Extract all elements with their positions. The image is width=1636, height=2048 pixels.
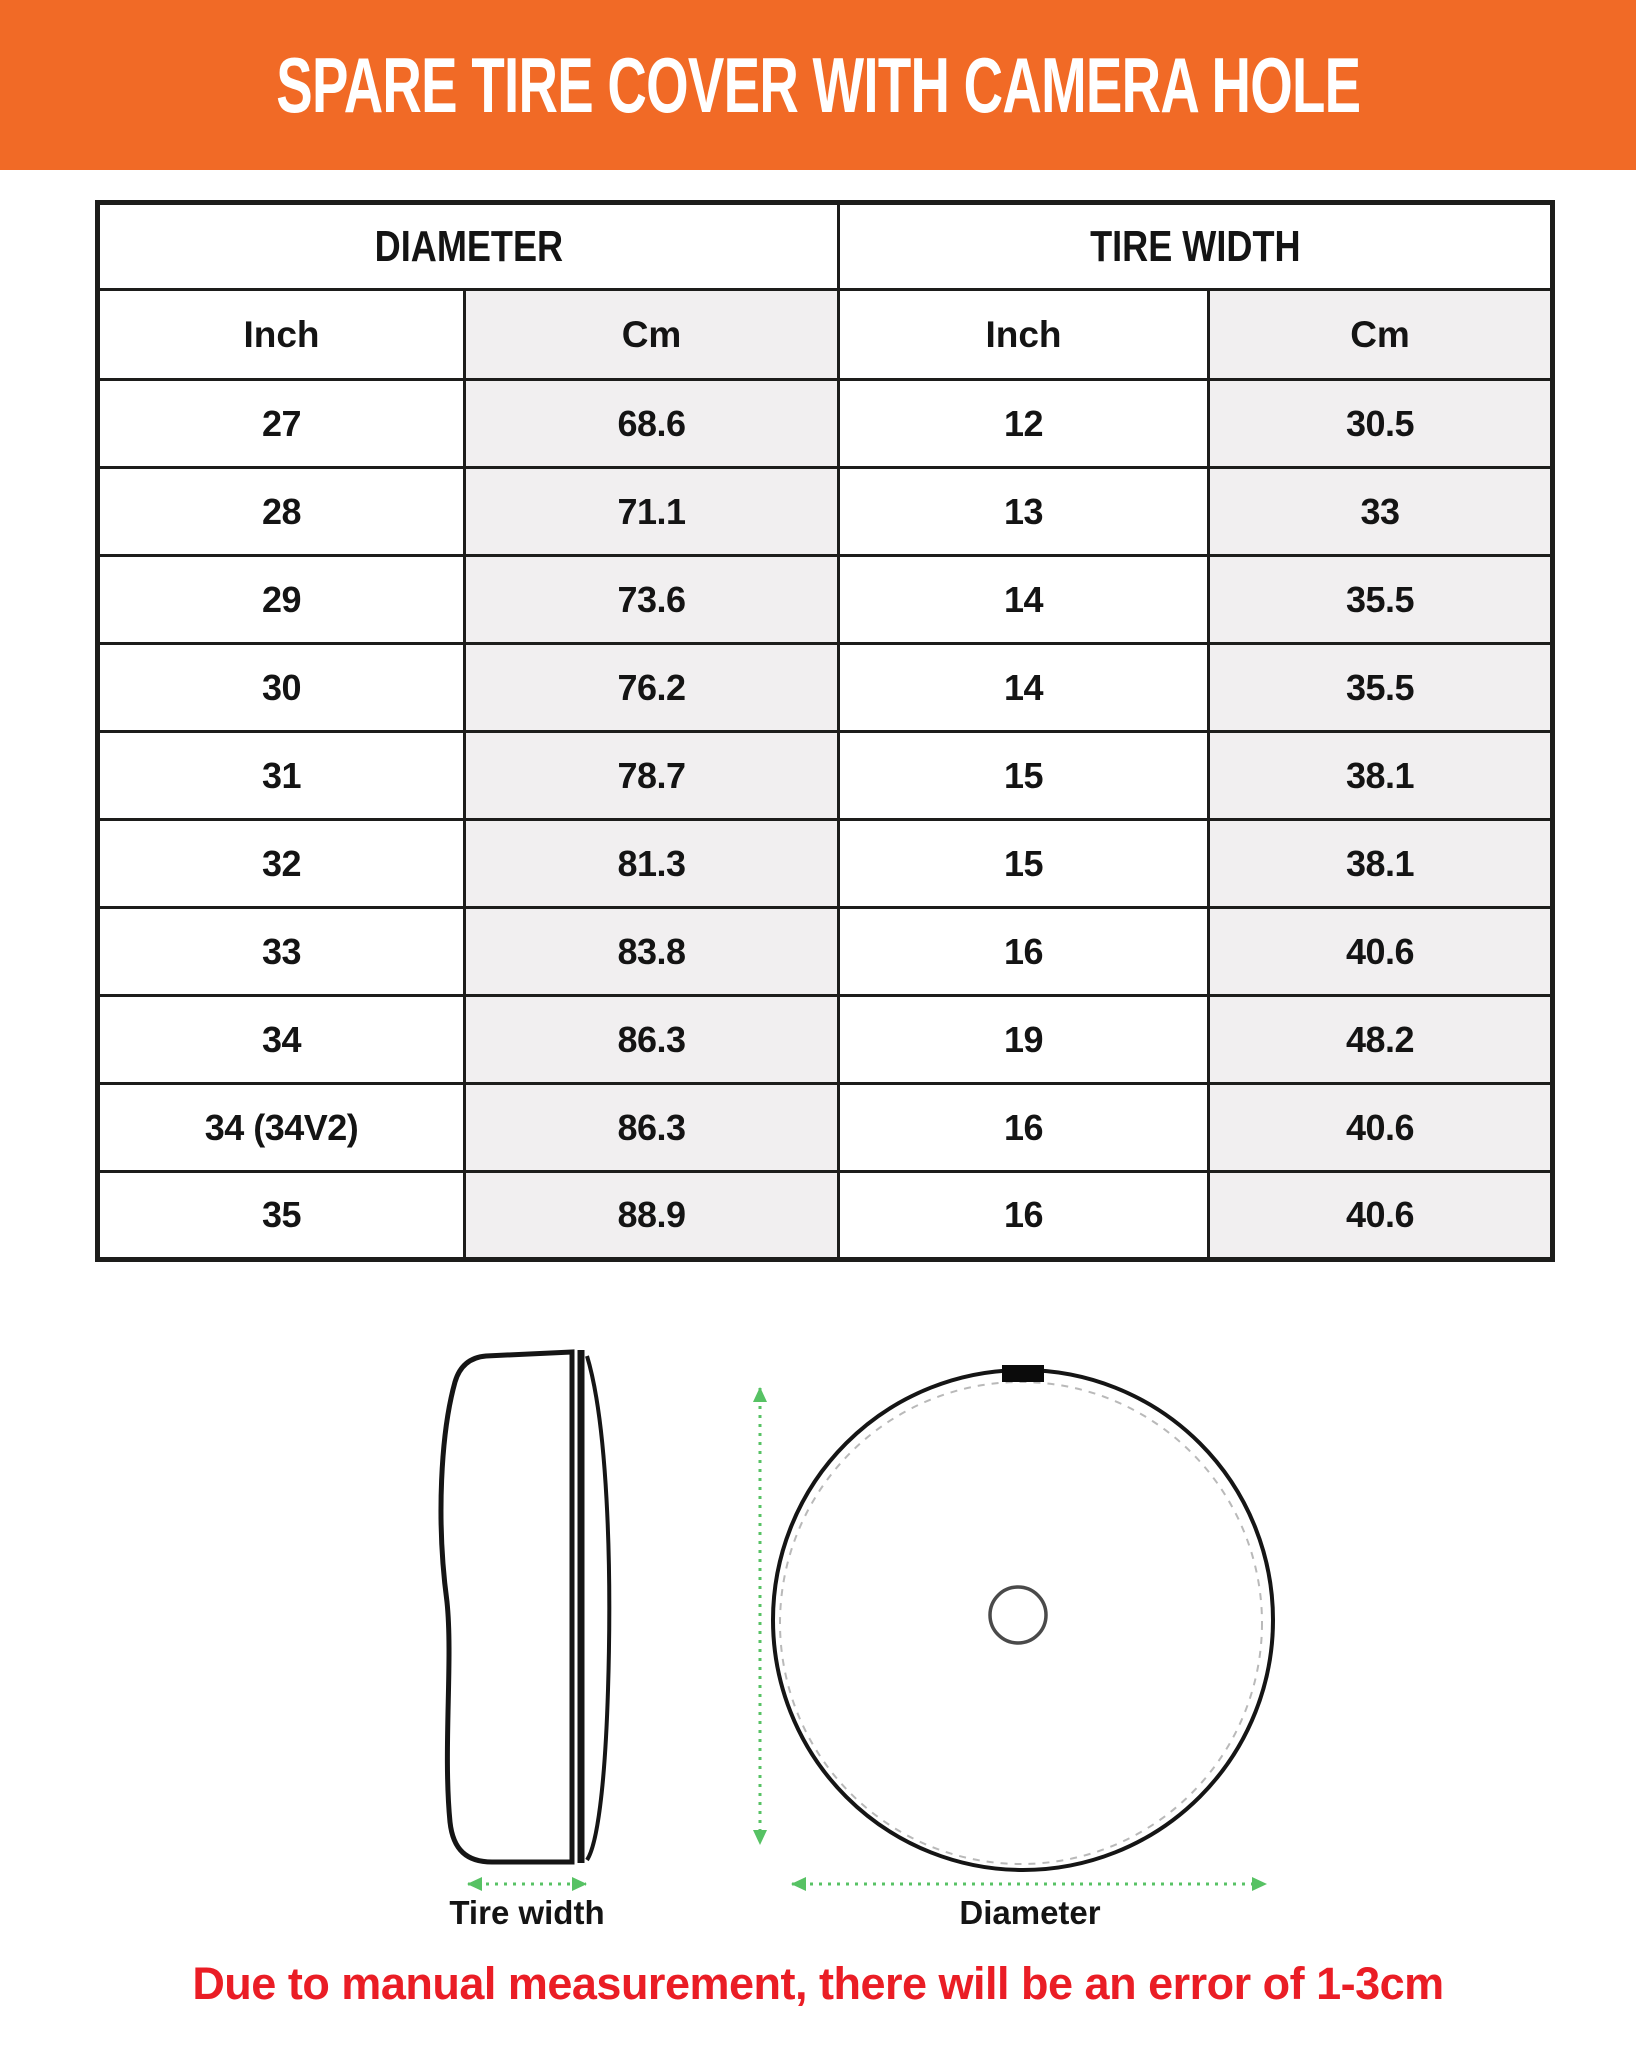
page-title: SPARE TIRE COVER WITH CAMERA HOLE xyxy=(275,40,1361,129)
cell-tirewidth-inch: 16 xyxy=(839,1172,1209,1260)
size-table xyxy=(95,200,1555,1262)
cell-diameter-inch: 34 xyxy=(98,996,465,1084)
cell-tirewidth-cm: 38.1 xyxy=(1209,732,1553,820)
cell-tirewidth-inch: 16 xyxy=(839,1084,1209,1172)
measurement-diagram xyxy=(0,1330,1636,1962)
cell-tirewidth-inch: 12 xyxy=(839,380,1209,468)
cell-diameter-cm: 68.6 xyxy=(465,380,839,468)
cell-diameter-cm: 81.3 xyxy=(465,820,839,908)
cell-tirewidth-inch: 14 xyxy=(839,556,1209,644)
tire-side-view xyxy=(441,1350,609,1863)
cell-diameter-inch: 27 xyxy=(98,380,465,468)
cell-tirewidth-cm: 38.1 xyxy=(1209,820,1553,908)
table-row xyxy=(98,556,1553,644)
cell-diameter-inch: 29 xyxy=(98,556,465,644)
cell-tirewidth-inch: 15 xyxy=(839,820,1209,908)
cell-diameter-inch: 31 xyxy=(98,732,465,820)
cell-tirewidth-inch: 19 xyxy=(839,996,1209,1084)
cell-diameter-cm: 88.9 xyxy=(465,1172,839,1260)
table-subheader-row xyxy=(98,290,1553,380)
diameter-label: Diameter xyxy=(959,1894,1101,1931)
cell-diameter-cm: 86.3 xyxy=(465,996,839,1084)
cell-diameter-cm: 83.8 xyxy=(465,908,839,996)
cell-tirewidth-cm: 40.6 xyxy=(1209,908,1553,996)
cell-tirewidth-cm: 40.6 xyxy=(1209,1084,1553,1172)
cell-diameter-inch: 28 xyxy=(98,468,465,556)
table-section-header-row xyxy=(98,203,1553,290)
camera-hole xyxy=(990,1587,1046,1643)
table-row xyxy=(98,380,1553,468)
cell-diameter-inch: 34 (34V2) xyxy=(98,1084,465,1172)
section-header-diameter-label: DIAMETER xyxy=(374,221,563,271)
table-row xyxy=(98,908,1553,996)
cell-tirewidth-cm: 35.5 xyxy=(1209,644,1553,732)
tire-width-label: Tire width xyxy=(449,1894,605,1931)
column-header-diameter-cm: Cm xyxy=(465,290,839,380)
cell-diameter-cm: 71.1 xyxy=(465,468,839,556)
cell-diameter-inch: 32 xyxy=(98,820,465,908)
table-row xyxy=(98,996,1553,1084)
measurement-diagram-svg xyxy=(0,1330,1636,1962)
table-row xyxy=(98,820,1553,908)
cell-tirewidth-cm: 48.2 xyxy=(1209,996,1553,1084)
cell-diameter-cm: 78.7 xyxy=(465,732,839,820)
cell-tirewidth-cm: 40.6 xyxy=(1209,1172,1553,1260)
column-header-tirewidth-inch: Inch xyxy=(839,290,1209,380)
measurement-error-note: Due to manual measurement, there will be an error of 1-3cm xyxy=(192,1958,1444,2009)
cell-tirewidth-inch: 15 xyxy=(839,732,1209,820)
cell-diameter-cm: 73.6 xyxy=(465,556,839,644)
header-banner xyxy=(0,0,1636,170)
cell-tirewidth-inch: 14 xyxy=(839,644,1209,732)
cell-diameter-inch: 33 xyxy=(98,908,465,996)
cell-diameter-cm: 86.3 xyxy=(465,1084,839,1172)
table-row xyxy=(98,1172,1553,1260)
cell-tirewidth-cm: 33 xyxy=(1209,468,1553,556)
section-header-diameter xyxy=(98,203,839,290)
table-row xyxy=(98,468,1553,556)
table-row xyxy=(98,1084,1553,1172)
table-row xyxy=(98,644,1553,732)
table-row xyxy=(98,732,1553,820)
section-header-tire-width-label: TIRE WIDTH xyxy=(1089,221,1301,271)
column-header-diameter-inch: Inch xyxy=(98,290,465,380)
cell-diameter-cm: 76.2 xyxy=(465,644,839,732)
cell-diameter-inch: 35 xyxy=(98,1172,465,1260)
cell-tirewidth-inch: 16 xyxy=(839,908,1209,996)
cell-tirewidth-cm: 35.5 xyxy=(1209,556,1553,644)
column-header-tirewidth-cm: Cm xyxy=(1209,290,1553,380)
cell-diameter-inch: 30 xyxy=(98,644,465,732)
cell-tirewidth-cm: 30.5 xyxy=(1209,380,1553,468)
strap-mark xyxy=(1002,1365,1044,1382)
section-header-tire-width xyxy=(839,203,1553,290)
cell-tirewidth-inch: 13 xyxy=(839,468,1209,556)
tire-front-view xyxy=(773,1365,1273,1870)
